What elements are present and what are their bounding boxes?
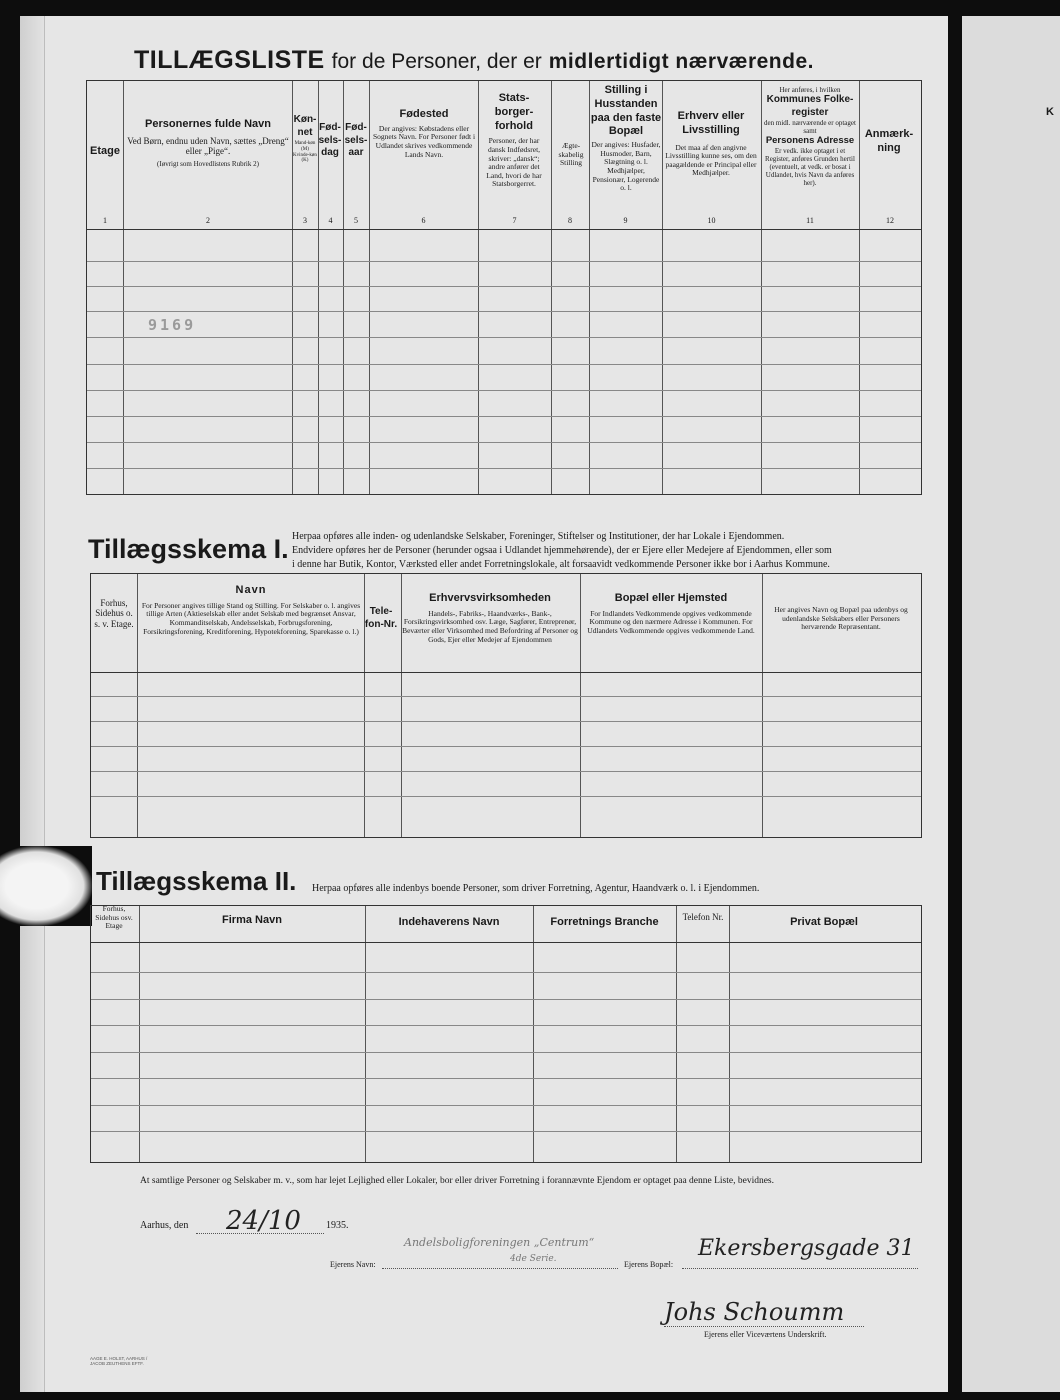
skema2-intro: Herpaa opføres alle indenbys boende Personer, som driver Forretning, Agentur, Haandværk o. l. i Ejendommen. <box>312 883 760 894</box>
col-num: 8 <box>568 216 572 225</box>
facing-page <box>962 16 1060 1392</box>
signature-line <box>664 1326 864 1327</box>
col-num: 3 <box>303 216 307 225</box>
col-kon-header: Køn-net Mand-køn (M) Kvinde-køn (K) <box>293 114 317 164</box>
col-num: 11 <box>806 216 814 225</box>
col-statsborger-header: Stats-borger-forhold Personer, der har dansk Indfødsret, skriver: „dansk“; andre anfører det Land, hvori de har Statsborgerret. <box>486 92 542 189</box>
col-folkeregister-header: Her anføres, i hvilken Kommunes Folke-register den midl. nærværende er optaget samt Personens Adresse Er vedk. ikke optaget i et Register, anføres Grunden hertil (eventuelt, at vedk. er bosat i Udlandet, hvis Navn da anføres her). <box>764 86 856 188</box>
thumb-shadow <box>0 846 92 926</box>
owner-stamp: Andelsboligforeningen „Centrum“ <box>404 1236 595 1249</box>
skema2-col-etage: Forhus, Sidehus osv. Etage <box>95 904 133 931</box>
col-num: 9 <box>623 216 628 225</box>
skema1-col-navn: Navn For Personer angives tillige Stand og Stilling. For Selskaber o. l. angives tillige Arten (Aktieselskab eller andet Selskab med begrænset Ansvar, Kommanditselskab, Andelsselskab, Forbrugsforening, Forsikringsforening, Kreditforening, Hypotekforening, Sparekasse o. l.) <box>141 584 361 636</box>
owner-addr-handwritten: Ekersbergsgade 31 <box>698 1236 915 1261</box>
col-num: 5 <box>354 216 358 225</box>
skema2-col-telefon: Telefon Nr. <box>682 912 724 922</box>
col-num: 10 <box>707 216 716 225</box>
col-num: 1 <box>103 216 107 225</box>
date-handwritten: 24/10 <box>226 1206 301 1236</box>
col-num: 2 <box>206 216 210 225</box>
title-middle: for de Personer, der er <box>331 50 542 73</box>
owner-name-line <box>382 1268 618 1269</box>
owner-stamp-series: 4de Serie. <box>510 1254 557 1264</box>
col-fodselsaar-header: Fød-sels-aar <box>344 122 368 158</box>
skema1-col-erhverv: Erhvervsvirksomheden Handels-, Fabriks-, Haandværks-, Bank-, Forsikringsvirksomhed osv. Læge, Sagfører, Entreprenør, Beværter eller Virksomhed med Befordring af Personer og Gods, Ejer eller Medejer af Ejendommen <box>402 592 578 644</box>
col-navn-header: Personernes fulde Navn Ved Børn, endnu uden Navn, sættes „Dreng“ eller „Pige“. (Iøvrigt som Hovedlistens Rubrik 2) <box>127 118 289 169</box>
signature-label: Ejerens eller Viceværtens Underskrift. <box>704 1330 827 1339</box>
page-binding-edge <box>20 16 45 1392</box>
col-fodested-header: Fødested Der angives: Købstadens eller Sognets Navn. For Personer født i Udlandet skrives vedkommende Lands Navn. <box>372 108 476 159</box>
skema2-title: Tillægsskema II. <box>96 866 297 896</box>
col-etage-header: Etage <box>90 145 120 157</box>
place-label: Aarhus, den <box>140 1220 189 1231</box>
skema1-title: Tillægsskema I. <box>88 534 289 564</box>
signature: Johs Schoumm <box>664 1298 845 1326</box>
col-erhverv-header: Erhverv eller Livsstilling Det maa af den angivne Livsstilling kunne ses, om den paagældende er Principal eller Medhjælper. <box>665 110 757 178</box>
skema1-col-bopael: Bopæl eller Hjemsted For Indlandets Vedkommende opgives vedkommende Kommune og den nærmere Adresse i Kommunen. For Udlandets Vedkommende opgives vedkommende Land. <box>587 592 755 635</box>
col-aegteskab-header: Ægte-skabelig Stilling <box>558 141 584 168</box>
col-num: 4 <box>328 216 333 225</box>
col-stilling-header: Stilling i Husstanden paa den faste Bopæl Der angives: Husfader, Husmoder, Barn, Slægtning o. l. Medhjælper, Pensionær, Logerende o. l. <box>590 84 662 193</box>
skema1-col-telefon: Tele-fon-Nr. <box>364 606 398 630</box>
title-bold: TILLÆGSLISTE <box>134 46 325 74</box>
skema1-intro-line2: Endvidere opføres her de Personer (herunder ogsaa i Udlandet hjemmehørende), der er Ejere eller Medejere af Ejendommen, eller som <box>292 545 832 556</box>
skema1-col-etage: Forhus, Sidehus o. s. v. Etage. <box>94 598 134 629</box>
col-num: 12 <box>886 216 894 225</box>
col-num: 6 <box>421 216 426 225</box>
skema1-intro-line3: i denne har Butik, Kontor, Værksted eller andet Forretningslokale, alt forsaavidt vedkommende Personer ikke bor i Aarhus Kommune. <box>292 559 830 570</box>
skema2-col-branche: Forretnings Branche <box>550 916 659 928</box>
facing-page-letter: K <box>1046 106 1054 118</box>
skema1-col-repraesentant: Her angives Navn og Bopæl paa udenbys og udenlandske Selskabers eller Personers herværende Repræsentant. <box>774 605 908 632</box>
year-label: 1935. <box>326 1220 349 1231</box>
owner-addr-line <box>682 1268 918 1269</box>
skema2-col-firma: Firma Navn <box>222 914 282 926</box>
tillaegsliste-title <box>134 46 814 75</box>
skema2-table <box>90 905 922 1163</box>
col-num: 7 <box>512 216 517 225</box>
owner-name-label: Ejerens Navn: <box>330 1260 376 1269</box>
declaration-text: At samtlige Personer og Selskaber m. v., som har lejet Lejlighed eller Lokaler, bor eller driver Forretning i forannævnte Ejendom er optaget paa denne Liste, bevidnes. <box>140 1176 774 1186</box>
skema1-intro-line1: Herpaa opføres alle inden- og udenlandske Selskaber, Foreninger, Stiftelser og Institutioner, der har Lokale i Ejendommen. <box>292 531 785 542</box>
skema2-col-indehaver: Indehaverens Navn <box>398 916 500 928</box>
faint-stamp-number: 9169 <box>148 316 197 334</box>
title-bold-2: midlertidigt nærværende. <box>548 50 814 73</box>
printer-imprint: AAGE E. HOLST, AARHUS / JACOB ZEUTHENS EFTF. <box>90 1356 148 1366</box>
col-anmaerkning-header: Anmærk-ning <box>864 128 914 154</box>
owner-addr-label: Ejerens Bopæl: <box>624 1260 674 1269</box>
skema2-col-privat: Privat Bopæl <box>790 916 858 928</box>
skema1-intro <box>292 530 932 572</box>
col-fodselsdag-header: Fød-sels-dag <box>318 122 342 158</box>
